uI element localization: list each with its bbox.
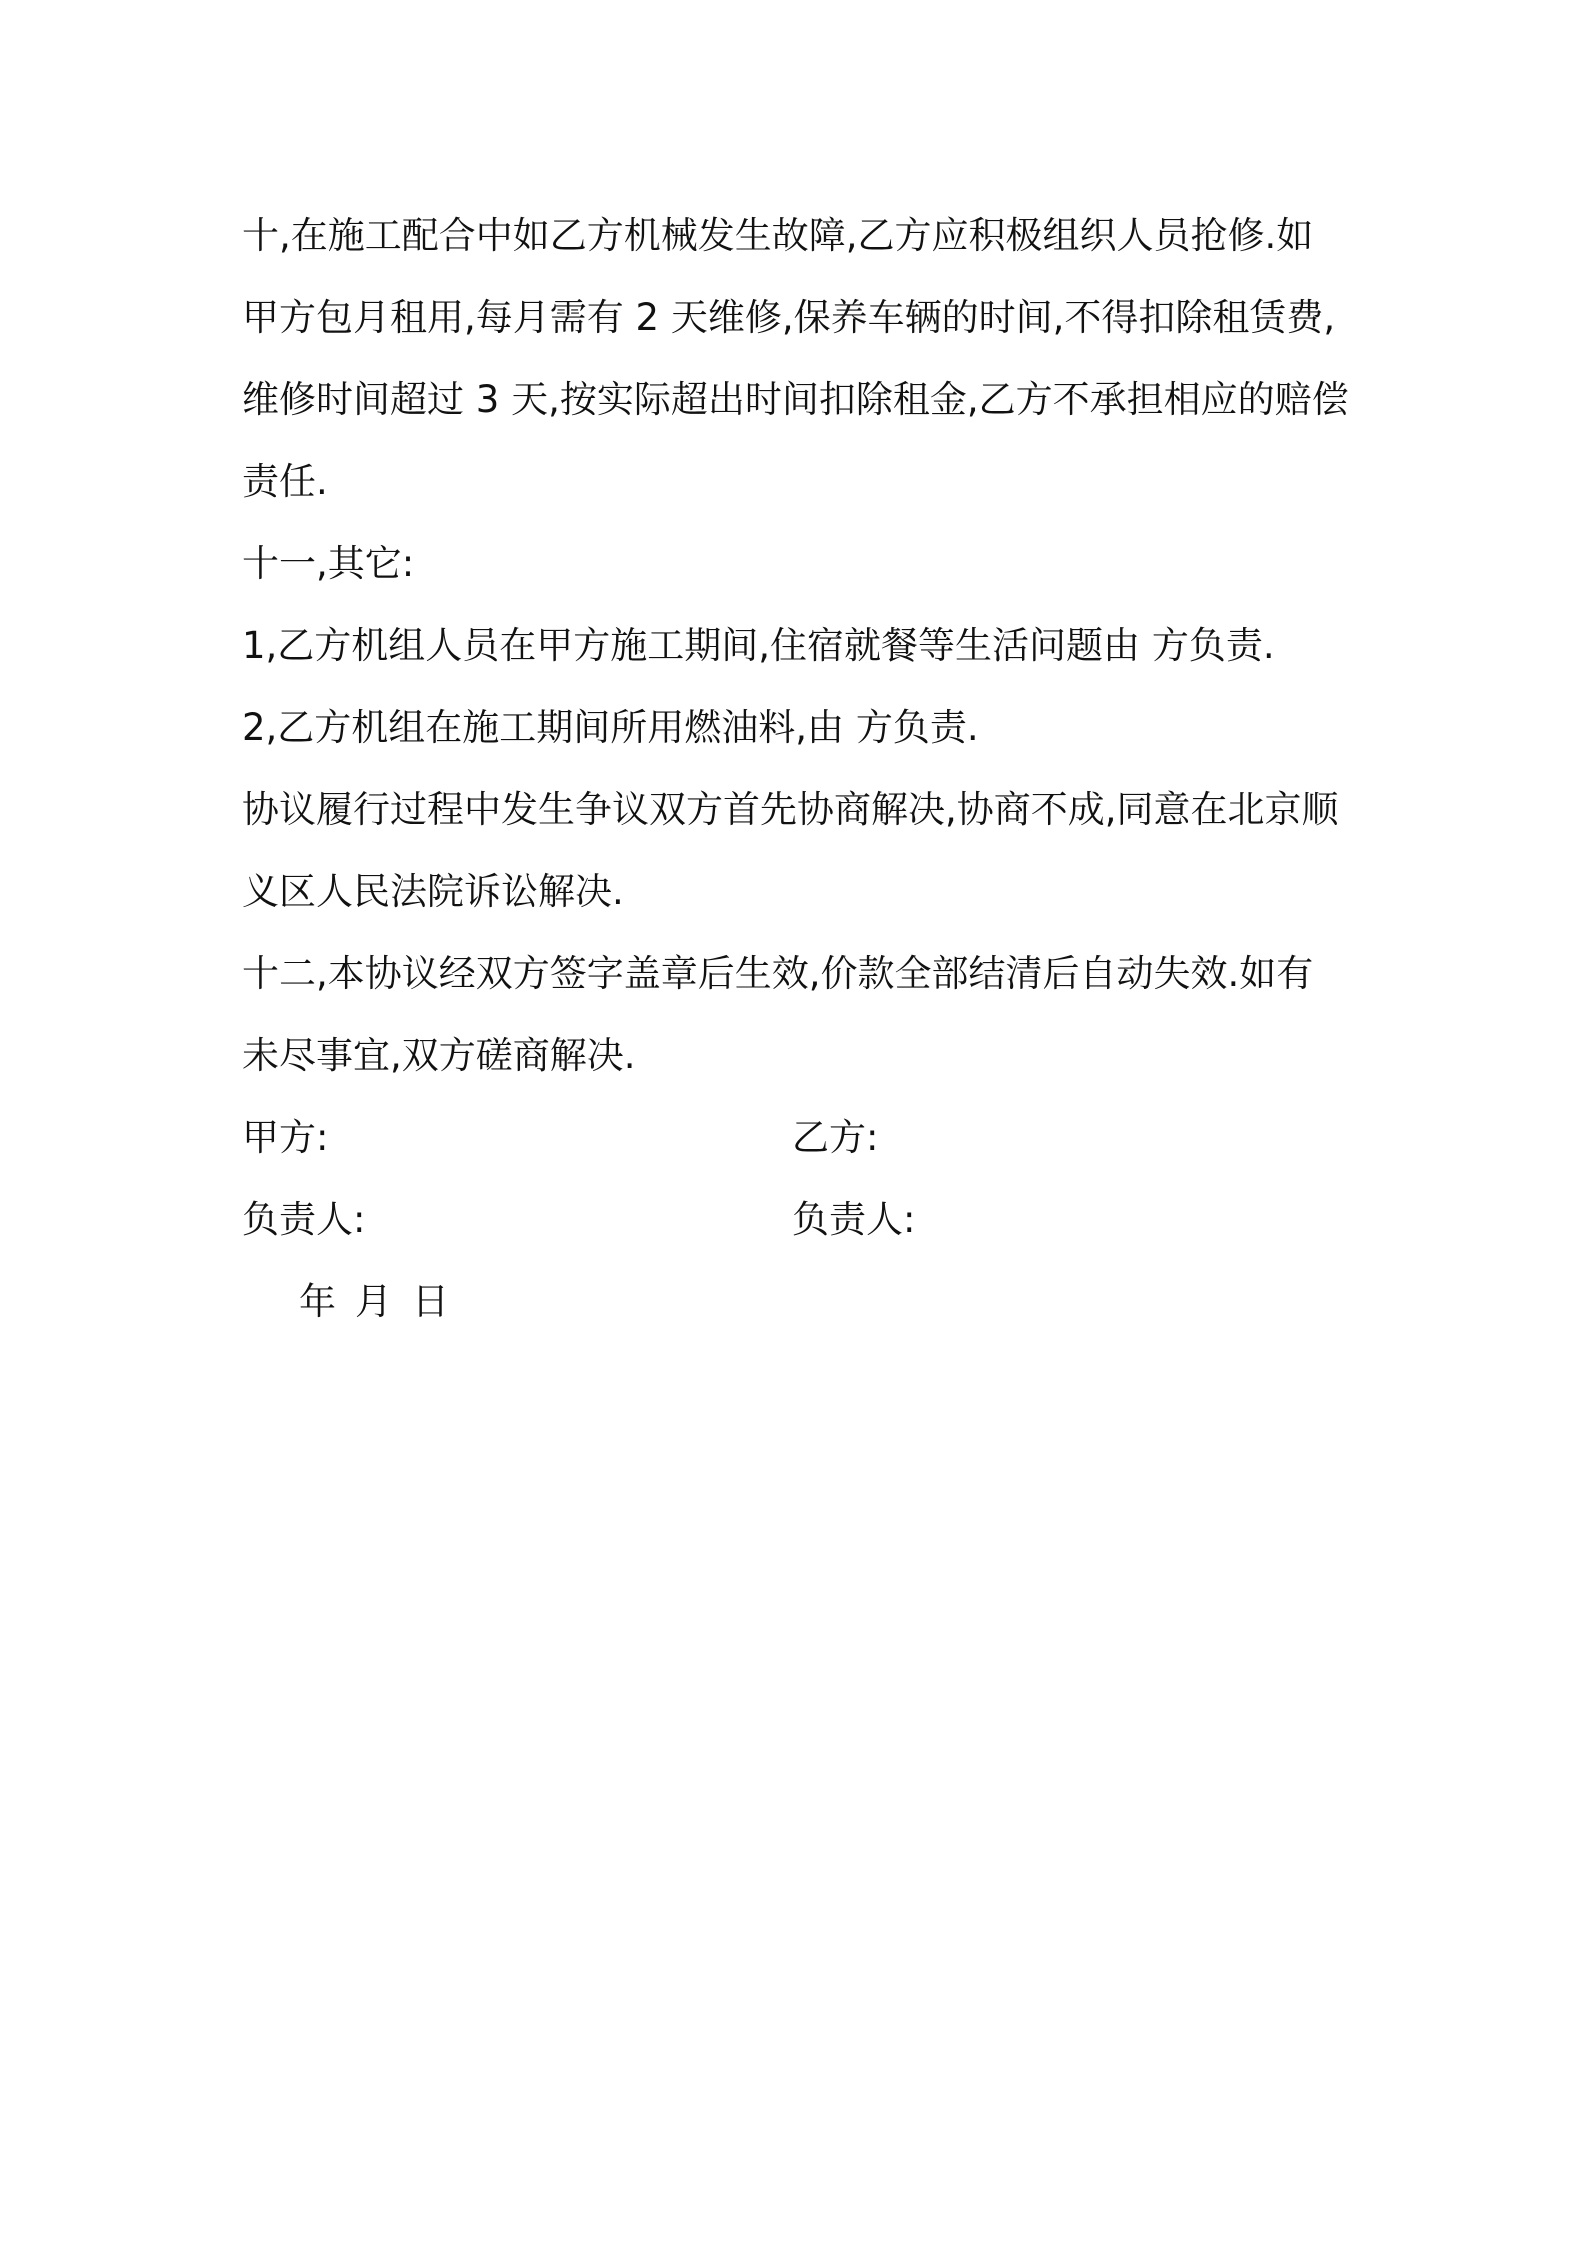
date-month-label: 月 [355, 1280, 392, 1323]
dispute-line-2: 义区人民法院诉讼解决. [242, 870, 624, 913]
party-b-label: 乙方: [792, 1116, 879, 1159]
clause-12-line-2: 未尽事宜,双方磋商解决. [242, 1034, 636, 1077]
signature-party-row [242, 1097, 1362, 1179]
clause-10-line-3: 维修时间超过 3 天,按实际超出时间扣除租金,乙方不承担相应的赔偿 [242, 378, 1349, 421]
clause-11-item-2: 2,乙方机组在施工期间所用燃油料,由 方负责. [242, 706, 979, 749]
clause-11-heading: 十一,其它: [242, 542, 415, 585]
date-day-label: 日 [412, 1280, 449, 1323]
clause-10-line-1: 十,在施工配合中如乙方机械发生故障,乙方应积极组织人员抢修.如 [242, 214, 1314, 257]
clause-12-line-1: 十二,本协议经双方签字盖章后生效,价款全部结清后自动失效.如有 [242, 952, 1314, 995]
clause-10-line-2: 甲方包月租用,每月需有 2 天维修,保养车辆的时间,不得扣除租赁费, [242, 296, 1336, 339]
signature-principal-row [242, 1179, 1362, 1261]
document-body [242, 195, 1362, 1343]
date-year-label: 年 [299, 1280, 336, 1323]
dispute-line-1: 协议履行过程中发生争议双方首先协商解决,协商不成,同意在北京顺 [242, 788, 1339, 831]
principal-b-label: 负责人: [792, 1198, 916, 1241]
date-row [242, 1261, 1362, 1343]
clause-11-item-1: 1,乙方机组人员在甲方施工期间,住宿就餐等生活问题由 方负责. [242, 624, 1275, 667]
party-a-label: 甲方: [242, 1116, 329, 1159]
clause-10-line-4: 责任. [242, 460, 328, 503]
principal-a-label: 负责人: [242, 1198, 366, 1241]
